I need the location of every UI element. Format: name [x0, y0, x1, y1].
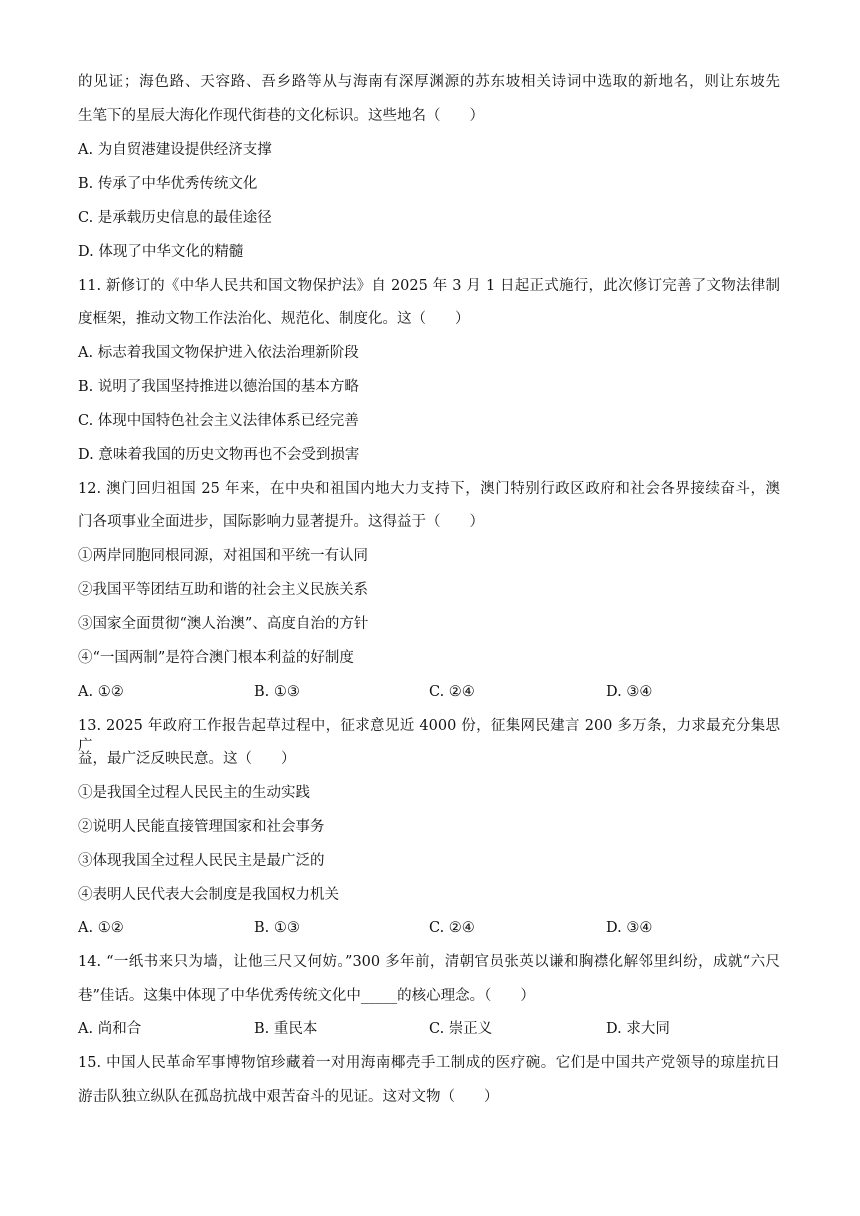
q13-statement-3: ③体现我国全过程人民民主是最广泛的	[78, 853, 325, 869]
q13-stem-line-1: 13. 2025 年政府工作报告起草过程中，征求意见近 4000 份，征集网民建言 200 多万条，力求最充分集思广	[78, 718, 780, 754]
q14-choices	[78, 1019, 780, 1039]
q12-choice-c: C. ②④	[429, 684, 475, 700]
q13-statement-4: ④表明人民代表大会制度是我国权力机关	[78, 887, 339, 903]
q12-choice-b: B. ①③	[254, 684, 300, 700]
q12-choice-d: D. ③④	[606, 684, 653, 700]
q13-choice-c: C. ②④	[429, 920, 475, 936]
q10-stem-line-1: 的见证；海色路、天容路、吾乡路等从与海南有深厚渊源的苏东坡相关诗词中选取的新地名，则让东坡先	[78, 74, 780, 90]
q14-choice-a: A. 尚和合	[78, 1021, 142, 1037]
q12-choice-a: A. ①②	[78, 684, 124, 700]
q10-option-c: C. 是承载历史信息的最佳途径	[78, 210, 272, 226]
q13-choice-d: D. ③④	[606, 920, 653, 936]
q11-stem-line-1: 11. 新修订的《中华人民共和国文物保护法》自 2025 年 3 月 1 日起正式施行，此次修订完善了文物法律制	[78, 278, 780, 294]
q11-option-a: A. 标志着我国文物保护进入依法治理新阶段	[78, 345, 359, 361]
q10-option-a: A. 为自贸港建设提供经济支撑	[78, 142, 272, 158]
q12-stem-line-1: 12. 澳门回归祖国 25 年来，在中央和祖国内地大力支持下，澳门特别行政区政府和社会各界接续奋斗，澳	[78, 481, 780, 497]
q10-option-b: B. 传承了中华优秀传统文化	[78, 176, 258, 192]
q14-choice-d: D. 求大同	[606, 1021, 670, 1037]
q13-choice-b: B. ①③	[254, 920, 300, 936]
q14-choice-c: C. 崇正义	[429, 1021, 493, 1037]
q12-choices	[78, 682, 780, 702]
q12-statement-4: ④“一国两制”是符合澳门根本利益的好制度	[78, 650, 354, 666]
q13-stem-line-2: 益，最广泛反映民意。这（ ）	[78, 751, 296, 767]
q14-stem-line-2: 巷”佳话。这集中体现了中华优秀传统文化中_____的核心理念。（ ）	[78, 988, 535, 1004]
q10-option-d: D. 体现了中华文化的精髓	[78, 244, 244, 260]
q12-statement-1: ①两岸同胞同根同源，对祖国和平统一有认同	[78, 548, 368, 564]
q13-choice-a: A. ①②	[78, 920, 124, 936]
q14-stem-line-1: 14. “一纸书来只为墙，让他三尺又何妨。”300 多年前，清朝官员张英以谦和胸襟化解邻里纠纷，成就“六尺	[78, 954, 780, 970]
q12-statement-2: ②我国平等团结互助和谐的社会主义民族关系	[78, 582, 368, 598]
q12-statement-3: ③国家全面贯彻“澳人治澳”、高度自治的方针	[78, 616, 369, 632]
q13-statement-1: ①是我国全过程人民民主的生动实践	[78, 785, 310, 801]
q11-option-b: B. 说明了我国坚持推进以德治国的基本方略	[78, 379, 359, 395]
q11-option-d: D. 意味着我国的历史文物再也不会受到损害	[78, 447, 360, 463]
q15-stem-line-2: 游击队独立纵队在孤岛抗战中艰苦奋斗的见证。这对文物（ ）	[78, 1089, 499, 1105]
q15-stem-line-1: 15. 中国人民革命军事博物馆珍藏着一对用海南椰壳手工制成的医疗碗。它们是中国共产党领导的琼崖抗日	[78, 1055, 780, 1071]
q12-stem-line-2: 门各项事业全面进步，国际影响力显著提升。这得益于（ ）	[78, 514, 484, 530]
q13-statement-2: ②说明人民能直接管理国家和社会事务	[78, 819, 325, 835]
q13-choices	[78, 918, 780, 938]
q11-stem-line-2: 度框架，推动文物工作法治化、规范化、制度化。这（ ）	[78, 311, 470, 327]
q10-stem-line-2: 生笔下的星辰大海化作现代街巷的文化标识。这些地名（ ）	[78, 108, 484, 124]
q11-option-c: C. 体现中国特色社会主义法律体系已经完善	[78, 413, 359, 429]
q14-choice-b: B. 重民本	[254, 1021, 318, 1037]
